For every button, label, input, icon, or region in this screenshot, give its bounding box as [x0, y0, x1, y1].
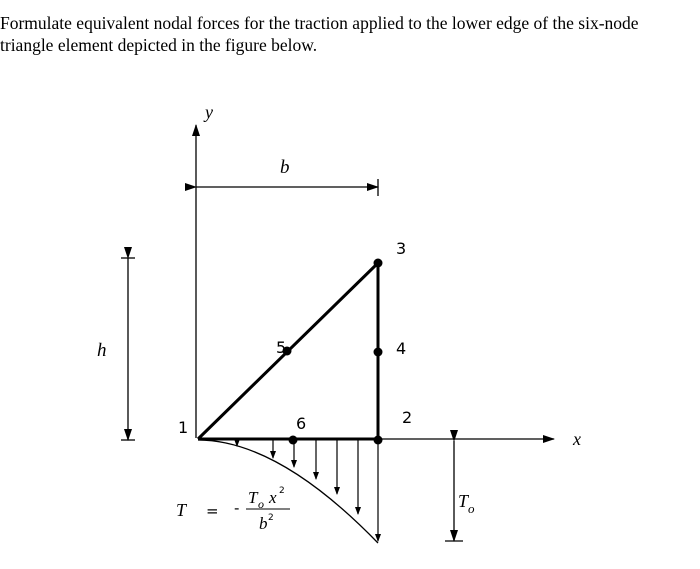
node-3 — [374, 259, 383, 268]
node-6 — [289, 436, 298, 445]
problem-statement-line-1: Formulate equivalent nodal forces for the traction applied to the lower edge of the six-node — [0, 13, 639, 33]
y-axis-label: y — [205, 102, 213, 122]
problem-statement-line-2: triangle element depicted in the figure below. — [0, 35, 318, 55]
peak-traction-label: T — [458, 491, 469, 511]
equation-numerator-x: x — [269, 488, 277, 507]
traction-equation — [176, 486, 290, 533]
equation-numerator-x-exponent: 2 — [279, 486, 285, 496]
equation-minus: - — [234, 499, 240, 517]
equation-equals: = — [206, 502, 219, 520]
x-axis-label: x — [573, 429, 581, 449]
node-4-label: 4 — [396, 339, 407, 358]
equation-numerator-T-subscript: o — [258, 497, 264, 511]
equation-denominator-b-exponent: 2 — [268, 513, 274, 523]
node-3-label: 3 — [396, 239, 407, 258]
width-dimension-label: b — [280, 157, 290, 178]
peak-traction-label-subscript: o — [468, 501, 475, 516]
node-2-label: 2 — [402, 408, 413, 427]
node-6-label: 6 — [296, 414, 307, 433]
traction-curve — [198, 440, 378, 543]
equation-numerator-T: T — [248, 488, 258, 507]
node-5-label: 5 — [276, 338, 287, 357]
node-1-label: 1 — [178, 418, 189, 437]
height-dimension-label: h — [97, 340, 107, 361]
node-4 — [374, 348, 383, 357]
equation-denominator-b: b — [259, 514, 268, 533]
equation-lhs: T — [176, 500, 187, 520]
